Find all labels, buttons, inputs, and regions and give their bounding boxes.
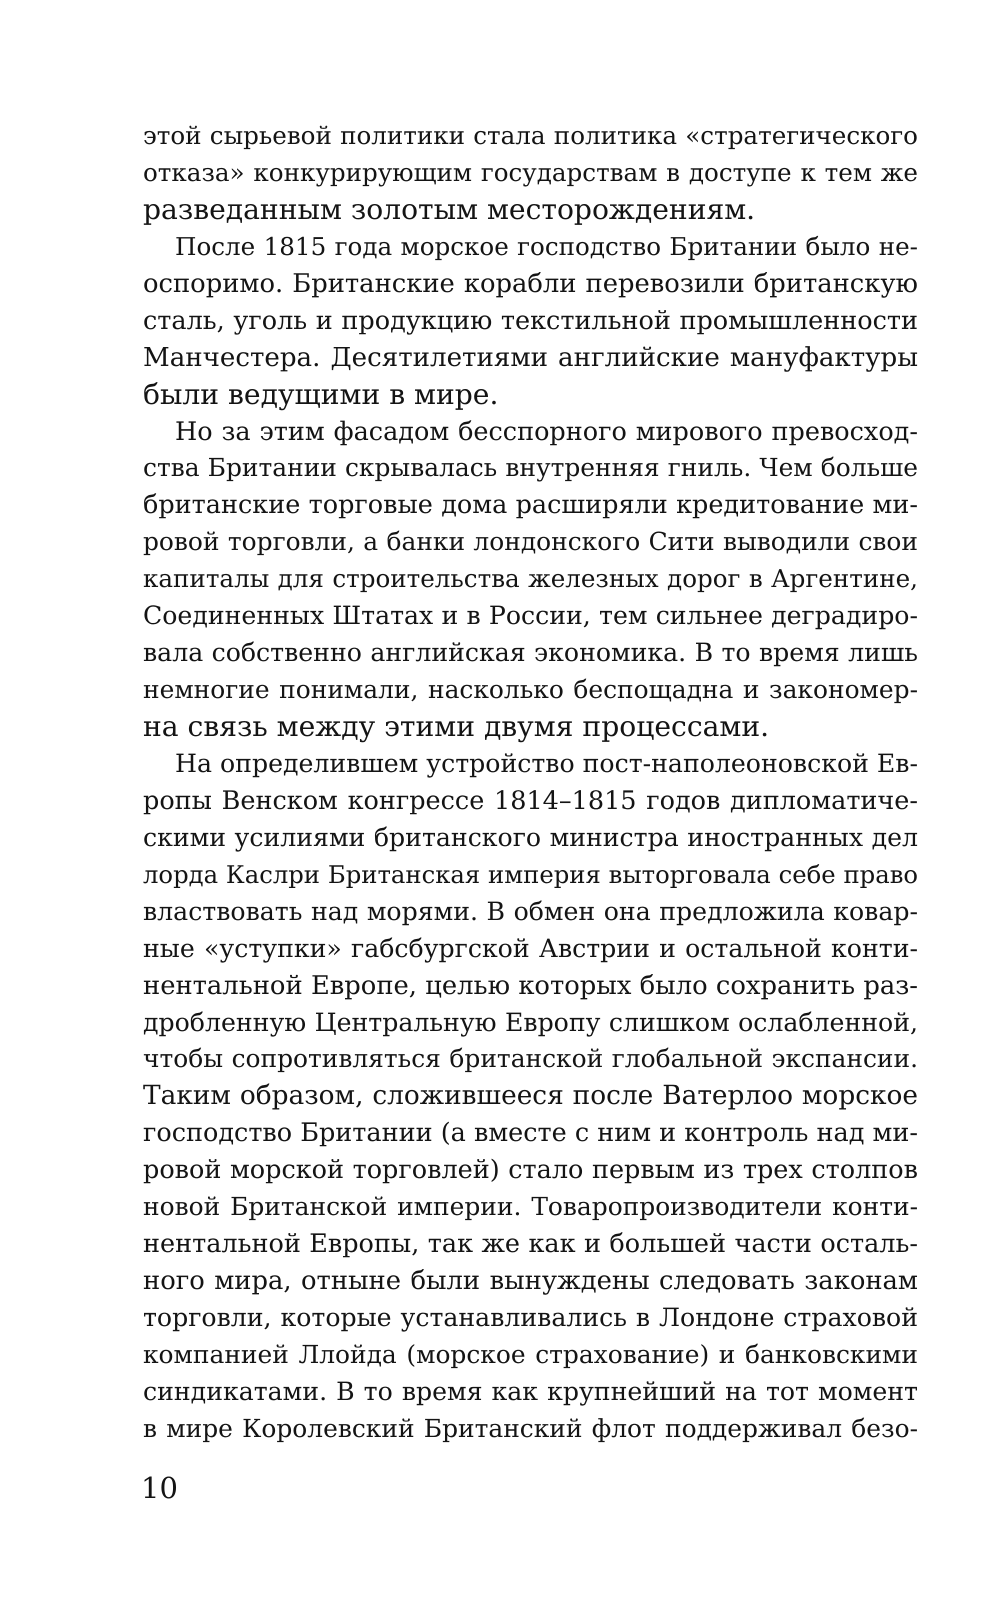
text-line: господство Британии (а вместе с ним и контроль над ми- [143,1118,918,1149]
text-line: дробленную Центральную Европу слишком ослабленной, [143,1007,918,1037]
paragraph [143,414,918,746]
text-line: Но за этим фасадом бесспорного мирового превосход- [175,416,918,447]
text-line: немногие понимали, насколько беспощадна и закономер- [143,675,918,705]
paragraph [143,229,918,414]
text-line: вала собственно английская экономика. В то время лишь [143,638,918,668]
text-line: нентальной Европе, целью которых было сохранить раз- [143,970,918,1001]
paragraph [143,746,918,1448]
text-line: этой сырьевой политики стала политика «стратегического [143,121,918,150]
text-line: синдикатами. В то время как крупнейший на тот момент [143,1376,918,1406]
text-line: После 1815 года морское господство Британии было не- [175,231,918,261]
text-line: чтобы сопротивляться британской глобальной экспансии. [143,1044,918,1074]
text-line: капиталы для строительства железных дорог в Аргентине, [143,564,918,594]
page-number: 10 [141,1471,178,1505]
text-line: на связь между этими двумя процессами. [143,710,770,743]
text-line: скими усилиями британского министра иностранных дел [143,822,918,852]
text-line: торговли, которые устанавливались в Лондоне страховой [143,1303,918,1332]
text-line: ровой торговли, а банки лондонского Сити выводили свои [143,527,918,557]
text-line: На определившем устройство пост-наполеоновской Ев- [175,748,918,778]
text-line: Манчестера. Десятилетиями английские мануфактуры [143,342,918,373]
text-line: нентальной Европы, так же как и большей части осталь- [143,1229,918,1260]
text-line: ропы Венском конгрессе 1814–1815 годов дипломатиче- [143,785,918,816]
text-line: оспоримо. Британские корабли перевозили британскую [143,268,918,299]
text-line: новой Британской империи. Товаропроизводители конти- [143,1192,918,1222]
text-line: отказа» конкурирующим государствам в доступе к тем же [143,157,918,187]
text-line: ного мира, отныне были вынуждены следовать законам [143,1266,918,1297]
body-text [143,118,918,1448]
text-line: разведанным золотым месторождениям. [143,192,756,226]
text-line: в мире Королевский Британский флот поддерживал безо- [143,1413,918,1443]
paragraph [143,118,918,229]
text-line: ства Британии скрывалась внутренняя гниль. Чем больше [143,453,918,483]
text-line: властвовать над морями. В обмен она предложила ковар- [143,896,918,926]
text-line: компанией Ллойда (морское страхование) и банковскими [143,1339,918,1369]
text-line: ные «уступки» габсбургской Австрии и остальной конти- [143,933,918,963]
text-line: лорда Каслри Британская империя выторговала себе право [143,859,918,889]
text-line: сталь, уголь и продукцию текстильной промышленности [143,305,918,336]
text-line: Таким образом, сложившееся после Ватерлоо морское [143,1080,918,1112]
text-line: Соединенных Штатах и в России, тем сильнее деградиро- [143,601,918,631]
text-line: британские торговые дома расширяли кредитование ми- [143,490,918,521]
text-line: были ведущими в мире. [143,377,499,411]
text-line: ровой морской торговлей) стало первым из трех столпов [143,1155,918,1186]
